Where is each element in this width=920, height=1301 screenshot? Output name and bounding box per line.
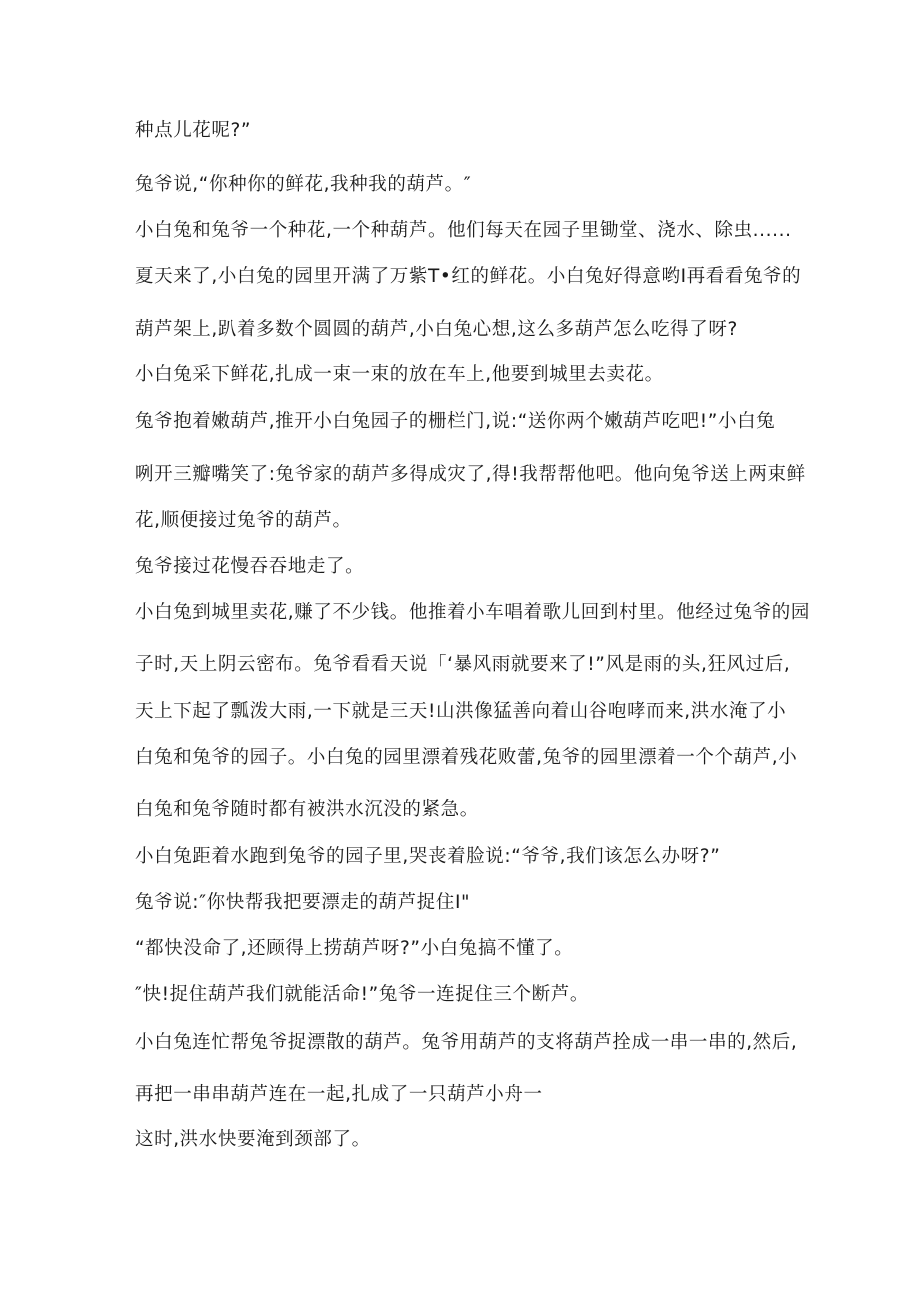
text-line: 咧开三瓣嘴笑了:兔爷家的葫芦多得成灾了,得!我帮帮他吧。他向兔爷送上两束鲜: [135, 464, 806, 485]
text-line: 小白兔采下鲜花,扎成一束一束的放在车上,他要到城里去卖花。: [135, 364, 664, 385]
text-line: 小白兔连忙帮兔爷捉漂散的葫芦。兔爷用葫芦的支将葫芦拴成一串一串的,然后,: [135, 1032, 798, 1053]
text-line: 再把一串串葫芦连在一起,扎成了一只葫芦小舟一: [135, 1084, 543, 1105]
text-line: 兔爷说:″你快帮我把要漂走的葫芦捉住I": [135, 892, 471, 913]
text-line: 小白兔和兔爷一个种花,一个种葫芦。他们每天在园子里锄堂、浇水、除虫......: [135, 220, 792, 241]
text-line: ″快!捉住葫芦我们就能活命!”兔爷一连捉住三个断芦。: [135, 984, 589, 1005]
text-line: 葫芦架上,趴着多数个圆圆的葫芦,小白兔心想,这么多葫芦怎么吃得了呀?: [135, 319, 738, 340]
text-line: 白兔和兔爷的园子。小白兔的园里漂着残花败蕾,兔爷的园里漂着一个个葫芦,小: [135, 747, 798, 768]
text-line: 兔爷接过花慢吞吞地走了。: [135, 556, 365, 577]
text-line: 夏天来了,小白兔的园里开满了万紫T•红的鲜花。小白兔好得意哟I再看看兔爷的: [135, 266, 802, 287]
text-line: 小白兔到城里卖花,赚了不少钱。他推着小车唱着歌儿回到村里。他经过兔爷的园: [135, 602, 810, 623]
text-line: 白兔和兔爷随时都有被洪水沉没的紧急。: [135, 799, 479, 820]
text-line: 子时,天上阴云密布。兔爷看看天说「‘暴风雨就要来了!”风是雨的头,狂风过后,: [135, 654, 791, 675]
text-line: “都快没命了,还顾得上捞葫芦呀?”小白兔搞不懂了。: [135, 938, 574, 959]
text-line: 种点儿花呢?”: [135, 120, 252, 141]
text-line: 花,顺便接过兔爷的葫芦。: [135, 510, 352, 531]
text-line: 小白兔距着水跑到兔爷的园子里,哭丧着脸说:“爷爷,我们该怎么办呀?”: [135, 846, 721, 867]
text-line: 兔爷抱着嫩葫芦,推开小白兔园子的栅栏门,说:“送你两个嫩葫芦吃吧!”小白兔: [135, 411, 776, 432]
text-line: 兔爷说,“你种你的鲜花,我种我的葫芦。″: [135, 174, 472, 195]
text-line: 这时,洪水快要淹到颈部了。: [135, 1129, 371, 1150]
text-line: 天上下起了瓢泼大雨,一下就是三天!山洪像猛善向着山谷咆哮而来,洪水淹了小: [135, 701, 787, 722]
